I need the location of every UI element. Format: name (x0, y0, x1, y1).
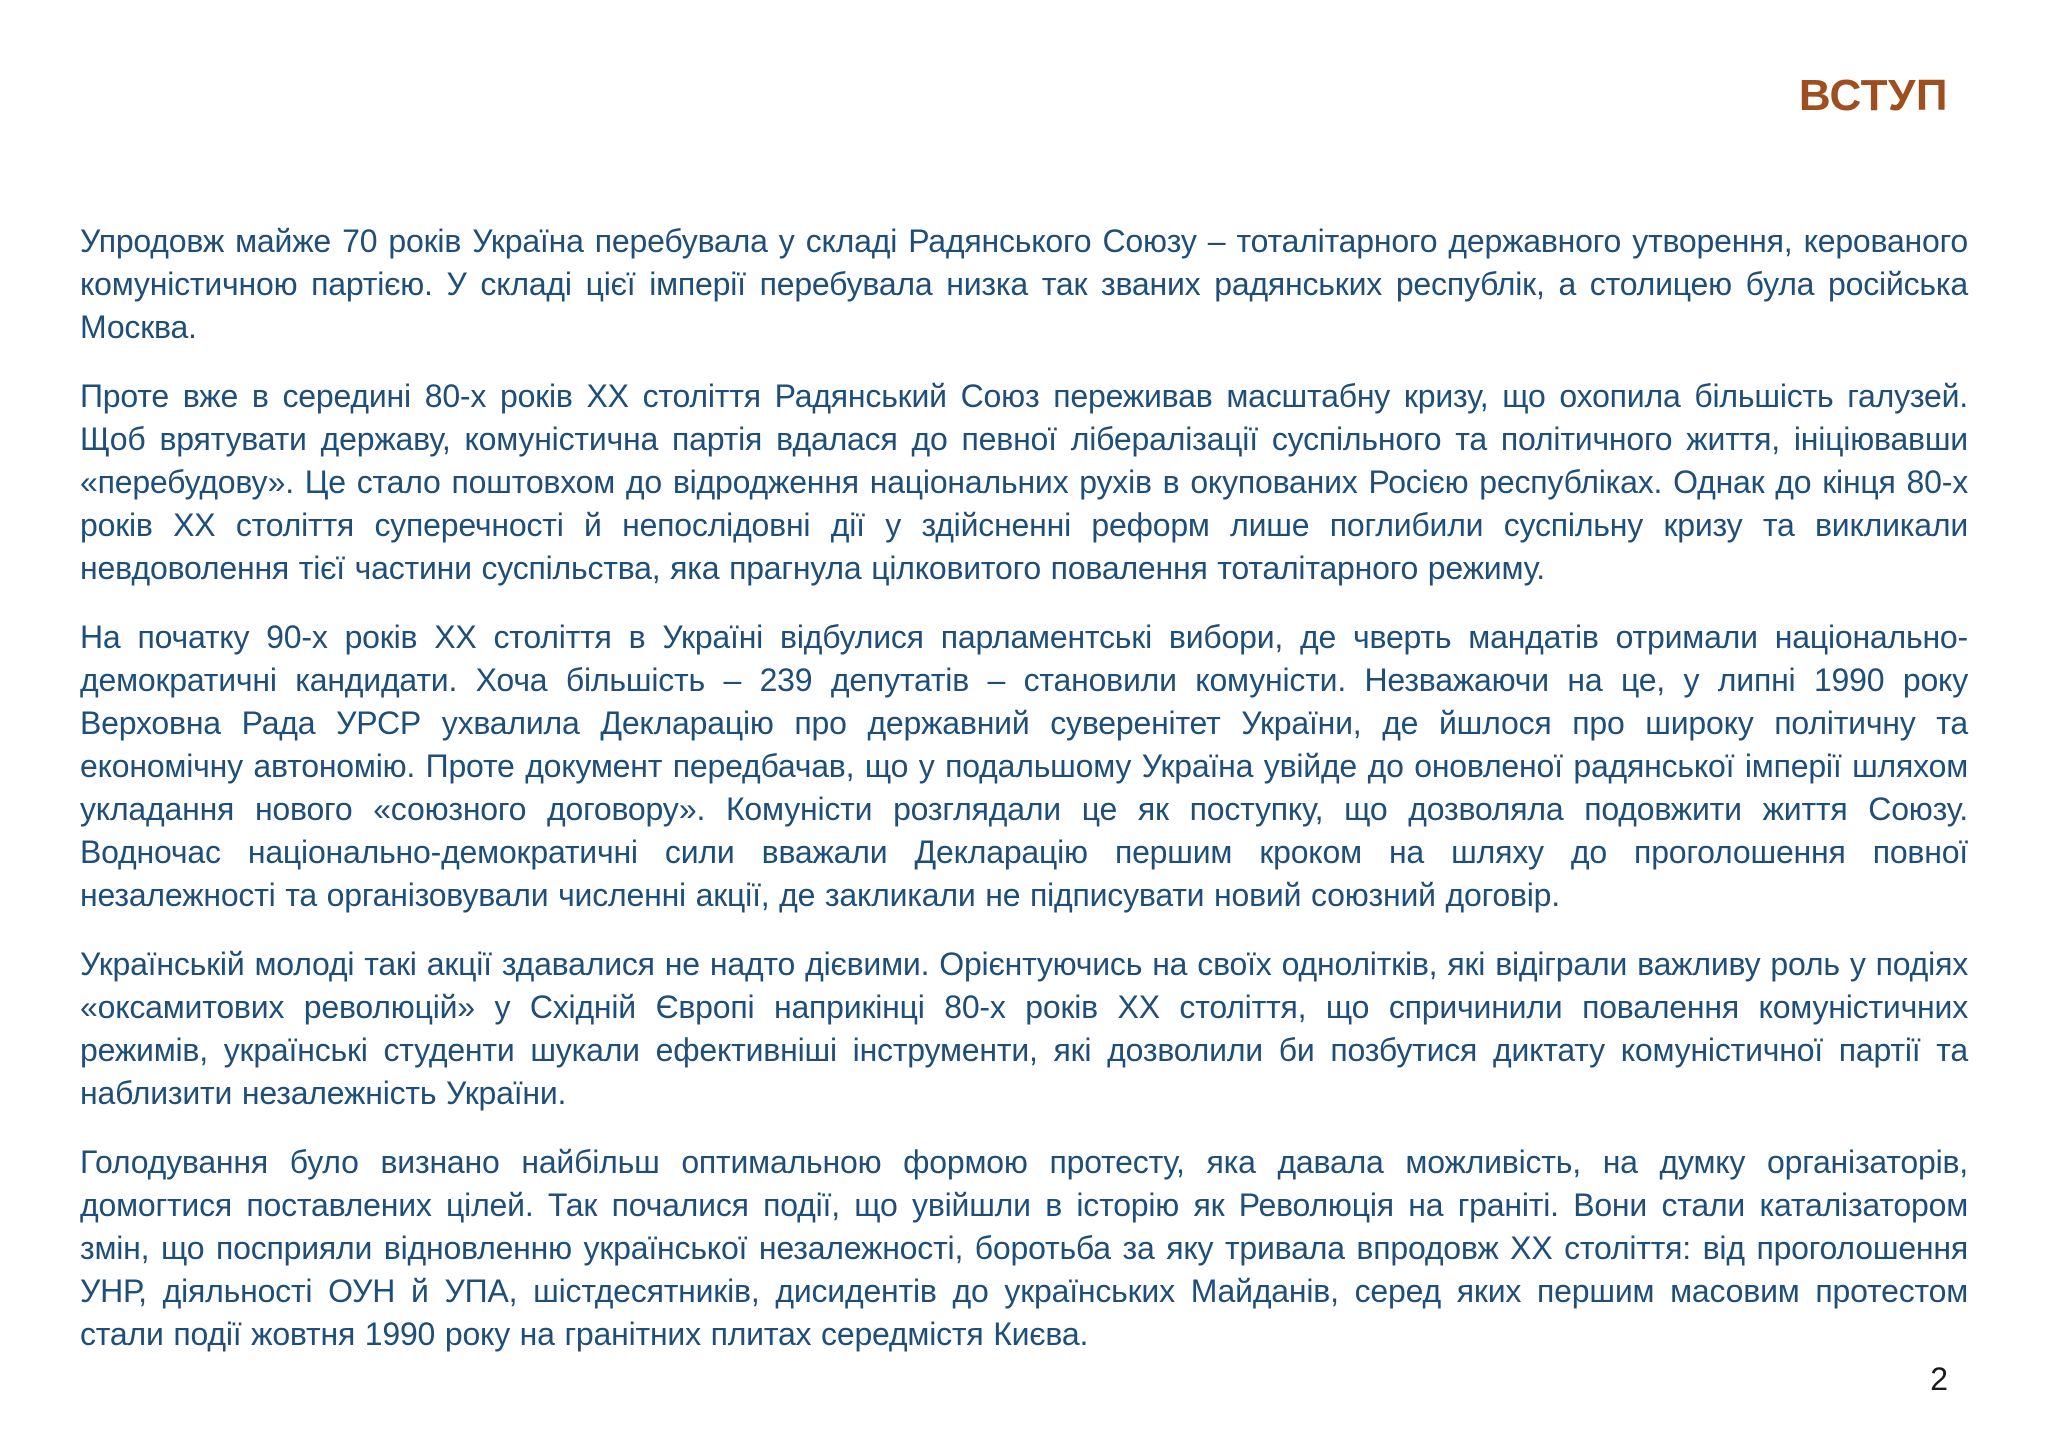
paragraph: Голодування було визнано найбільш оптимальною формою протесту, яка давала можливість, на думку організаторів, домогтися поставлених цілей. Так почалися події, що увійшли в історію як Революція на граніті. Вони стали каталізатором змін, що посприяли відновленню української незалежності, боротьба за яку тривала впродовж ХХ століття: від проголошення УНР, діяльності ОУН й УПА, шістдесятників, дисидентів до українських Майданів, серед яких першим масовим протестом стали події жовтня 1990 року на гранітних плитах середмістя Києва. (80, 1144, 1968, 1352)
paragraph: Українській молоді такі акції здавалися не надто дієвими. Орієнтуючись на своїх однолітків, які відіграли важливу роль у подіях «оксамитових революцій» у Східній Європі наприкінці 80-х років ХХ століття, що спричинили повалення комуністичних режимів, українські студенти шукали ефективніші інструменти, які дозволили би позбутися диктату комуністичної партії та наблизити незалежність України. (80, 946, 1968, 1111)
page-number: 2 (1930, 1361, 1948, 1397)
paragraph: Упродовж майже 70 років Україна перебувала у складі Радянського Союзу – тоталітарного державного утворення, керованого комуністичною партією. У складі цієї імперії перебувала низка так званих радянських республік, а столицею була російська Москва. (80, 223, 1968, 345)
document-body (80, 220, 1968, 1356)
paragraph: Проте вже в середині 80-х років ХХ століття Радянський Союз переживав масштабну кризу, що охопила більшість галузей. Щоб врятувати державу, комуністична партія вдалася до певної лібералізації суспільного та політичного життя, ініціювавши «перебудову». Це стало поштовхом до відродження національних рухів в окупованих Росією республіках. Однак до кінця 80-х років ХХ століття суперечності й непослідовні дії у здійсненні реформ лише поглибили суспільну кризу та викликали невдоволення тієї частини суспільства, яка прагнула цілковитого повалення тоталітарного режиму. (80, 378, 1968, 586)
page-title: ВСТУП (1798, 71, 1948, 120)
paragraph: На початку 90-х років ХХ століття в Україні відбулися парламентські вибори, де чверть мандатів отримали національно-демократичні кандидати. Хоча більшість – 239 депутатів – становили комуністи. Незважаючи на це, у липні 1990 року Верховна Рада УРСР ухвалила Декларацію про державний суверенітет України, де йшлося про широку політичну та економічну автономію. Проте документ передбачав, що у подальшому Україна увійде до оновленої радянської імперії шляхом укладання нового «союзного договору». Комуністи розглядали це як поступку, що дозволяла подовжити життя Союзу. Водночас національно-демократичні сили вважали Декларацію першим кроком на шляху до проголошення повної незалежності та організовували численні акції, де закликали не підписувати новий союзний договір. (80, 619, 1968, 913)
